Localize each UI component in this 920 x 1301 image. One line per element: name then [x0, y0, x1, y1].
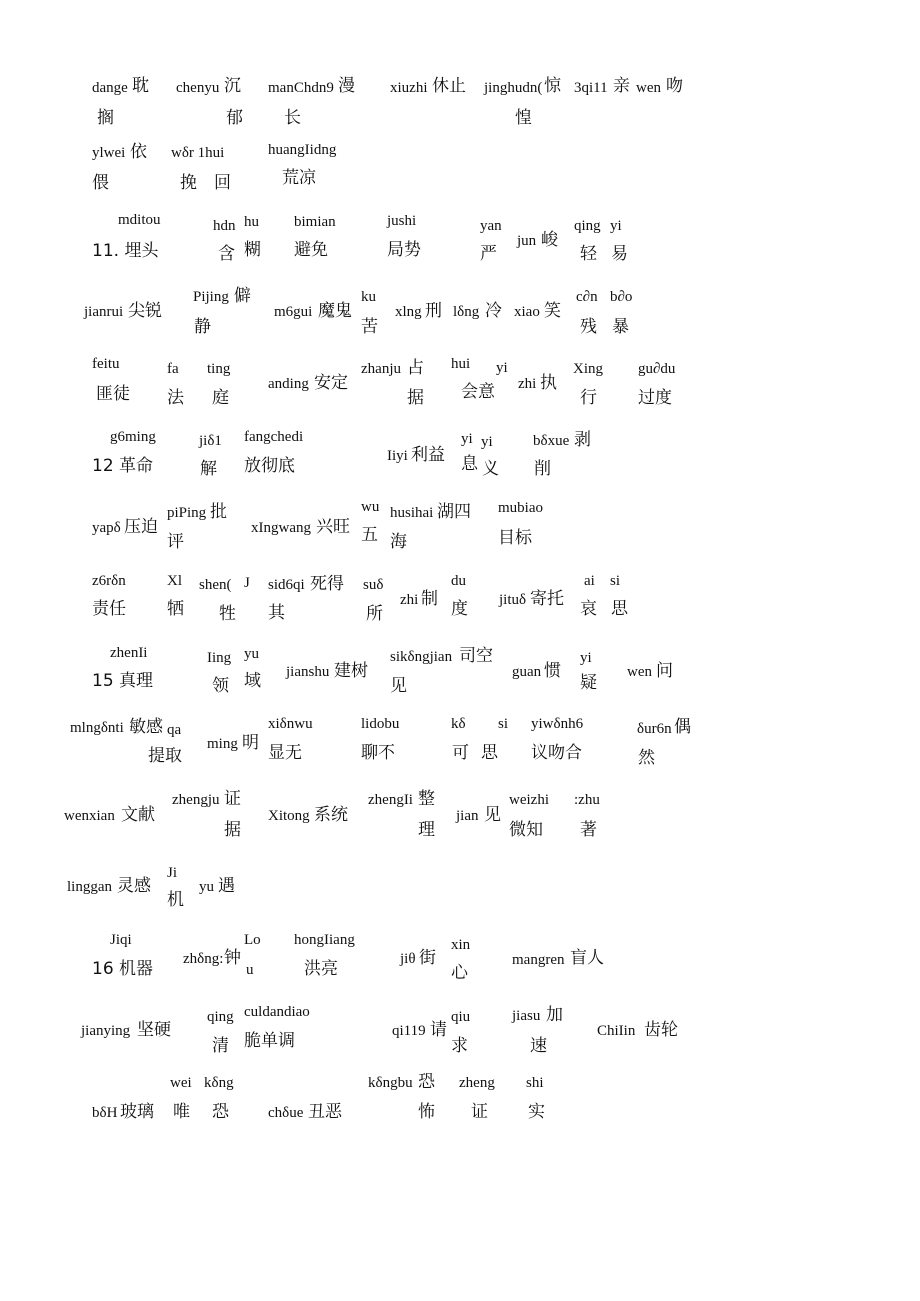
hanzi-text: 苦: [361, 317, 378, 337]
hanzi-text: 湖四: [437, 502, 471, 522]
pinyin-text: kδng: [204, 1075, 234, 1091]
hanzi-text: 五: [361, 525, 378, 545]
pinyin-text: qing: [207, 1009, 234, 1025]
pinyin-text: wδr 1hui: [171, 145, 225, 161]
hanzi-text: 敏感: [129, 717, 163, 737]
pinyin-text: jiθ: [400, 951, 416, 967]
pinyin-text: hui: [451, 356, 471, 372]
pinyin-text: yi: [580, 650, 592, 666]
pinyin-text: Xl: [167, 573, 182, 589]
hanzi-text: 严: [480, 244, 497, 264]
hanzi-text: 请: [430, 1020, 447, 1040]
hanzi-text: 沉: [224, 76, 241, 96]
pinyin-text: mubiao: [498, 500, 543, 516]
pinyin-text: ChiIin: [597, 1023, 636, 1039]
pinyin-text: hongIiang: [294, 932, 355, 948]
hanzi-text: 制: [421, 589, 438, 609]
hanzi-text: 惶: [515, 108, 532, 128]
hanzi-text: 执: [540, 373, 557, 393]
pinyin-text: xiδnwu: [268, 716, 313, 732]
hanzi-text: 解: [200, 459, 217, 479]
hanzi-text: 度: [451, 599, 468, 619]
pinyin-text: zhδng:: [183, 951, 224, 967]
hanzi-text: 速: [530, 1036, 547, 1056]
hanzi-text: 怖: [418, 1102, 435, 1122]
pinyin-text: ting: [207, 361, 231, 377]
pinyin-text: anding: [268, 376, 309, 392]
hanzi-text: 实: [528, 1102, 545, 1122]
pinyin-text: yapδ: [92, 520, 121, 536]
hanzi-text: 牲: [219, 604, 236, 624]
hanzi-text: 剥: [574, 430, 591, 450]
hanzi-text: 见: [484, 805, 501, 825]
hanzi-text: 荒凉: [282, 168, 316, 188]
hanzi-text: 轻: [580, 244, 597, 264]
hanzi-text: 残: [580, 317, 597, 337]
pinyin-text: zhengIi: [368, 792, 413, 808]
pinyin-text: jushi: [387, 213, 417, 229]
hanzi-text: 搁: [97, 108, 114, 128]
pinyin-text: si: [498, 716, 509, 732]
pinyin-text: yu: [244, 646, 259, 662]
pinyin-text: kδ: [451, 716, 466, 732]
hanzi-text: 刑: [425, 301, 442, 321]
pinyin-text: Xitong: [268, 808, 310, 824]
hanzi-text: 齿轮: [644, 1020, 678, 1040]
pinyin-text: wen: [636, 80, 661, 96]
pinyin-text: yan: [480, 218, 502, 234]
pinyin-text: fa: [167, 361, 179, 377]
hanzi-text: 其: [268, 603, 285, 623]
hanzi-text: 著: [580, 820, 597, 840]
hanzi-text: 安定: [314, 373, 348, 393]
hanzi-text: 放彻底: [244, 456, 295, 476]
pinyin-text: zhi: [400, 592, 419, 608]
pinyin-text: xiao: [514, 304, 540, 320]
hanzi-text: 域: [244, 671, 261, 691]
pinyin-text: fangchedi: [244, 429, 304, 445]
pinyin-text: jinghudn(: [484, 80, 543, 96]
pinyin-text: yi: [461, 431, 473, 447]
hanzi-text: 整: [418, 789, 435, 809]
pinyin-text: yiwδnh6: [531, 716, 584, 732]
hanzi-text: 可: [452, 743, 469, 763]
hanzi-text: 街: [419, 948, 436, 968]
pinyin-text: 3qi11: [574, 80, 608, 96]
pinyin-text: ming: [207, 736, 238, 752]
pinyin-text: husihai: [390, 505, 434, 521]
pinyin-text: chδue: [268, 1105, 304, 1121]
pinyin-text: huangIidng: [268, 142, 337, 158]
hanzi-text: 系统: [314, 805, 348, 825]
hanzi-text: 提取: [148, 746, 182, 766]
hanzi-text: 唯: [173, 1102, 190, 1122]
hanzi-text: 漫: [338, 76, 355, 96]
pinyin-text: jiδ1: [199, 433, 222, 449]
hanzi-text: 会意: [461, 382, 495, 402]
hanzi-text: 脆单调: [244, 1031, 295, 1051]
pinyin-text: jianying: [81, 1023, 131, 1039]
hanzi-text: 然: [638, 748, 655, 768]
hanzi-text: 证: [224, 789, 241, 809]
hanzi-text: 挽 回: [180, 173, 231, 193]
hanzi-text: 吻: [666, 76, 683, 96]
hanzi-text: 庭: [212, 388, 229, 408]
hanzi-text: 见: [390, 676, 407, 696]
pinyin-text: g6ming: [110, 429, 156, 445]
hanzi-text: 暴: [612, 317, 629, 337]
pinyin-text: δur6n: [637, 721, 672, 737]
pinyin-text: feitu: [92, 356, 120, 372]
hanzi-text: 恐: [418, 1072, 435, 1092]
pinyin-text: wei: [170, 1075, 192, 1091]
hanzi-text: 丑恶: [308, 1102, 342, 1122]
hanzi-text: 行: [580, 388, 597, 408]
hanzi-text: 尖锐: [128, 301, 162, 321]
hanzi-text: 思: [611, 599, 628, 619]
hanzi-text: 思: [481, 743, 498, 763]
pinyin-text: zhi: [518, 376, 537, 392]
hanzi-text: 利益: [411, 445, 445, 465]
pinyin-text: ai: [584, 573, 595, 589]
hanzi-text: 钟: [224, 948, 241, 968]
hanzi-text: 峻: [541, 230, 558, 250]
hanzi-text: 盲人: [570, 948, 604, 968]
pinyin-text: jianrui: [84, 304, 124, 320]
pinyin-text: bimian: [294, 214, 336, 230]
hanzi-text: 局势: [387, 240, 421, 260]
hanzi-text: 压迫: [124, 517, 158, 537]
pinyin-text: qa: [167, 722, 182, 738]
pinyin-text: wenxian: [64, 808, 115, 824]
pinyin-text: yi: [496, 360, 508, 376]
hanzi-text: 16 机器: [92, 959, 154, 979]
pinyin-text: sid6qi: [268, 577, 305, 593]
pinyin-text: ylwei: [92, 145, 126, 161]
hanzi-text: 遇: [218, 876, 235, 896]
pinyin-text: qi119: [392, 1023, 426, 1039]
pinyin-text: jiasu: [512, 1008, 541, 1024]
hanzi-text: 休止: [432, 76, 466, 96]
pinyin-text: si: [610, 573, 621, 589]
hanzi-text: 清: [212, 1036, 229, 1056]
hanzi-text: 疑: [580, 673, 597, 693]
pinyin-text: mangren: [512, 952, 565, 968]
pinyin-text: zhanju: [361, 361, 401, 377]
pinyin-text: Xing: [573, 361, 603, 377]
hanzi-text: 长: [284, 108, 301, 128]
pinyin-text: piPing: [167, 505, 207, 521]
pinyin-text: Pijing: [193, 289, 229, 305]
pinyin-text: wu: [361, 499, 380, 515]
hanzi-text: 11. 埋头: [92, 241, 159, 261]
pinyin-text: Lo: [244, 932, 261, 948]
pinyin-text: qiu: [451, 1009, 471, 1025]
pinyin-text: bδxue: [533, 433, 570, 449]
pinyin-text: bδH: [92, 1105, 118, 1121]
hanzi-text: 心: [451, 963, 468, 983]
pinyin-text: hu: [244, 214, 259, 230]
pinyin-text: J: [244, 575, 250, 591]
pinyin-text: mditou: [118, 212, 161, 228]
hanzi-text: 海: [390, 532, 407, 552]
pinyin-text: shi: [526, 1075, 544, 1091]
pinyin-text: suδ: [363, 577, 384, 593]
hanzi-text: 微知: [509, 820, 543, 840]
pinyin-text: linggan: [67, 879, 112, 895]
hanzi-text: 糊: [244, 240, 261, 260]
pinyin-text: c∂n: [576, 289, 598, 305]
hanzi-text: 郁: [226, 108, 243, 128]
pinyin-text: guan: [512, 664, 542, 680]
pinyin-text: weizhi: [509, 792, 549, 808]
pinyin-text: xlng: [395, 304, 422, 320]
pinyin-text: Jiqi: [110, 932, 132, 948]
pinyin-text: jianshu: [286, 664, 330, 680]
hanzi-text: 匪徒: [96, 384, 130, 404]
pinyin-text: xiuzhi: [390, 80, 428, 96]
hanzi-text: 息: [461, 454, 478, 474]
hanzi-text: 司空: [459, 646, 493, 666]
hanzi-text: 坚硬: [137, 1020, 171, 1040]
pinyin-text: u: [246, 962, 254, 978]
hanzi-text: 易: [611, 244, 628, 264]
hanzi-text: 据: [407, 388, 424, 408]
hanzi-text: 冷: [485, 301, 502, 321]
hanzi-text: 机: [167, 890, 184, 910]
hanzi-text: 明: [242, 733, 259, 753]
pinyin-text: dange: [92, 80, 128, 96]
hanzi-text: 12 革命: [92, 456, 154, 476]
hanzi-text: 恐: [212, 1102, 229, 1122]
hanzi-text: 寄托: [530, 589, 564, 609]
hanzi-text: 惯: [544, 661, 561, 681]
hanzi-text: 削: [534, 459, 551, 479]
pinyin-text: yi: [610, 218, 622, 234]
hanzi-text: 所: [366, 604, 383, 624]
pinyin-text: m6gui: [274, 304, 313, 320]
hanzi-text: 议吻合: [531, 743, 582, 763]
pinyin-text: Ji: [167, 865, 178, 881]
hanzi-text: 责任: [92, 599, 126, 619]
hanzi-text: 过度: [638, 388, 672, 408]
pinyin-text: manChdn9: [268, 80, 334, 96]
hanzi-text: 15 真理: [92, 671, 154, 691]
pinyin-text: Iing: [207, 650, 232, 666]
pinyin-text: z6rδn: [92, 573, 126, 589]
pinyin-text: mlngδnti: [70, 720, 124, 736]
hanzi-text: 哀: [580, 599, 597, 619]
pinyin-text: yu: [199, 879, 214, 895]
hanzi-text: 灵感: [117, 876, 151, 896]
hanzi-text: 法: [167, 388, 184, 408]
hanzi-text: 惊: [544, 76, 561, 96]
hanzi-text: 洪亮: [304, 959, 338, 979]
hanzi-text: 偎: [92, 173, 109, 193]
hanzi-text: 占: [407, 358, 424, 378]
pinyin-text: kδngbu: [368, 1075, 413, 1091]
pinyin-text: lδng: [453, 304, 480, 320]
hanzi-text: 目标: [498, 528, 532, 548]
hanzi-text: 加: [546, 1005, 563, 1025]
hanzi-text: 亲: [613, 76, 630, 96]
hanzi-text: 牺: [167, 599, 184, 619]
pinyin-text: du: [451, 573, 466, 589]
hanzi-text: 显无: [268, 743, 302, 763]
hanzi-text: 聊不: [361, 743, 395, 763]
pinyin-text: jun: [517, 233, 537, 249]
pinyin-text: b∂o: [610, 289, 633, 305]
hanzi-text: 义: [482, 459, 499, 479]
hanzi-text: 批: [210, 502, 227, 522]
pinyin-text: jian: [456, 808, 479, 824]
pinyin-text: xin: [451, 937, 471, 953]
hanzi-text: 问: [656, 661, 673, 681]
pinyin-text: sikδngjian: [390, 649, 453, 665]
hanzi-text: 领: [212, 676, 229, 696]
hanzi-text: 避免: [294, 240, 328, 260]
hanzi-text: 求: [451, 1036, 468, 1056]
pinyin-text: :zhu: [574, 792, 600, 808]
hanzi-text: 依: [130, 142, 147, 162]
hanzi-text: 证: [471, 1102, 488, 1122]
pinyin-text: xIngwang: [251, 520, 311, 536]
pinyin-text: jituδ: [499, 592, 527, 608]
pinyin-text: lidobu: [361, 716, 400, 732]
hanzi-text: 玻璃: [120, 1102, 154, 1122]
hanzi-text: 死得: [310, 574, 344, 594]
pinyin-text: Iiyi: [387, 448, 408, 464]
hanzi-text: 建树: [334, 661, 368, 681]
pinyin-text: zhengju: [172, 792, 220, 808]
pinyin-text: culdandiao: [244, 1004, 310, 1020]
pinyin-text: zheng: [459, 1075, 495, 1091]
hanzi-text: 含: [218, 244, 235, 264]
hanzi-text: 耽: [132, 76, 149, 96]
hanzi-text: 据: [224, 820, 241, 840]
hanzi-text: 评: [167, 532, 184, 552]
hanzi-text: 兴旺: [316, 517, 350, 537]
hanzi-text: 文献: [121, 805, 155, 825]
pinyin-text: yi: [481, 434, 493, 450]
pinyin-text: qing: [574, 218, 601, 234]
hanzi-text: 偶: [674, 717, 691, 737]
pinyin-text: shen(: [199, 577, 232, 593]
pinyin-text: gu∂du: [638, 361, 676, 377]
pinyin-text: ku: [361, 289, 376, 305]
pinyin-text: zhenIi: [110, 645, 148, 661]
hanzi-text: 理: [418, 820, 435, 840]
hanzi-text: 笑: [544, 301, 561, 321]
hanzi-text: 僻: [234, 286, 251, 306]
pinyin-text: wen: [627, 664, 652, 680]
pinyin-text: chenyu: [176, 80, 220, 96]
hanzi-text: 魔鬼: [318, 301, 352, 321]
pinyin-text: hdn: [213, 218, 236, 234]
hanzi-text: 静: [194, 317, 211, 337]
